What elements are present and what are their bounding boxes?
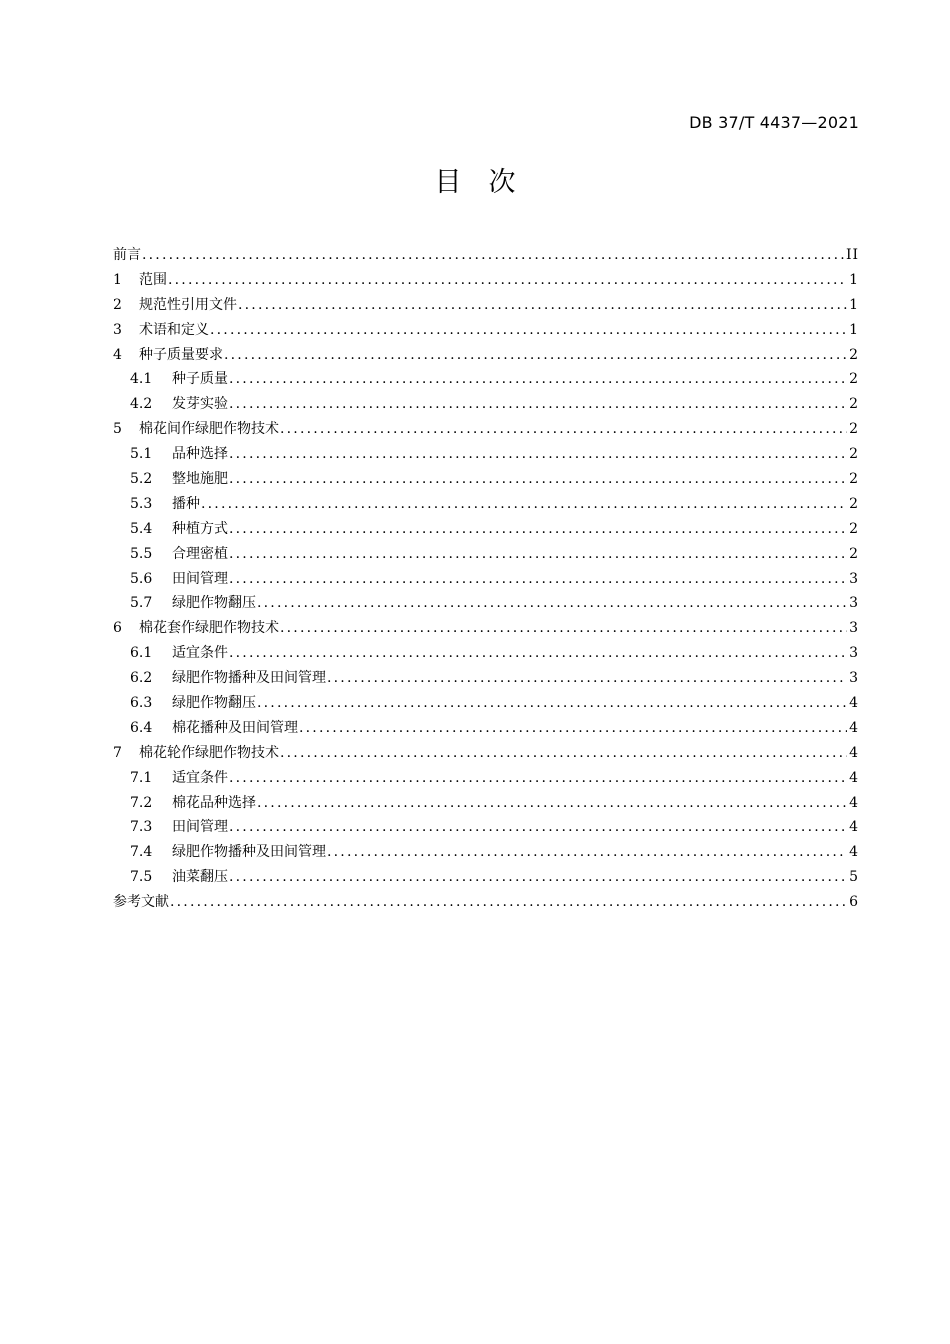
toc-dot-leader [229,517,847,542]
table-of-contents [113,243,859,915]
toc-dot-leader [257,691,847,716]
toc-entry[interactable] [113,766,859,791]
toc-dot-leader [280,616,847,641]
toc-entry-title: 绿肥作物播种及田间管理 [172,670,326,687]
toc-dot-leader [299,716,847,741]
toc-entry-title: 前言 [113,247,141,263]
toc-entry-number: 6.4 [130,719,153,736]
toc-entry[interactable] [113,392,859,417]
toc-entry-title: 种植方式 [172,520,228,537]
toc-entry[interactable] [113,890,859,915]
toc-entry-page: 4 [849,844,859,861]
toc-dot-leader [201,492,847,517]
toc-entry-page: 2 [849,545,859,562]
toc-entry-page: 2 [849,495,859,512]
toc-entry[interactable] [113,542,859,567]
toc-entry-title: 播种 [172,495,200,512]
toc-entry-title: 棉花播种及田间管理 [172,719,298,736]
toc-entry-title: 种子质量要求 [139,346,223,363]
toc-entry-number: 7.1 [130,769,153,786]
toc-entry-page: 4 [849,819,859,836]
toc-dot-leader [210,318,847,343]
toc-entry-page: 2 [849,396,859,413]
toc-entry[interactable] [113,591,859,616]
toc-entry-number: 5.4 [130,520,153,537]
toc-title: 目 次 [434,167,516,198]
toc-entry-page: 4 [849,769,859,786]
toc-entry-title: 规范性引用文件 [139,296,237,313]
toc-dot-leader [229,392,847,417]
document-code: DB 37/T 4437—2021 [689,113,859,132]
toc-entry[interactable] [113,616,859,641]
toc-entry-page: 4 [849,695,859,712]
toc-entry-page: 1 [849,271,859,288]
toc-entry-title: 范围 [139,271,167,288]
toc-entry[interactable] [113,791,859,816]
toc-entry-number: 7 [113,744,122,761]
toc-dot-leader [280,741,847,766]
toc-entry-page: 2 [849,421,859,438]
toc-entry[interactable] [113,442,859,467]
toc-entry-number: 1 [113,271,122,288]
toc-dot-leader [224,343,847,368]
toc-entry-title: 整地施肥 [172,471,228,488]
toc-entry-number: 5.3 [130,495,153,512]
toc-entry[interactable] [113,243,859,268]
toc-entry-number: 4 [113,346,122,363]
toc-entry-number: 6.1 [130,645,153,662]
toc-entry-page: 2 [849,346,859,363]
toc-entry-page: 2 [849,446,859,463]
toc-entry-number: 6.3 [130,695,153,712]
toc-entry-title: 参考文献 [113,894,169,911]
toc-entry-number: 6 [113,620,122,637]
toc-entry-number: 4.2 [130,396,153,413]
toc-dot-leader [238,293,847,318]
toc-dot-leader [229,766,847,791]
toc-entry[interactable] [113,691,859,716]
toc-dot-leader [229,542,847,567]
toc-entry[interactable] [113,417,859,442]
toc-entry-number: 7.2 [130,794,153,811]
toc-entry-number: 5.7 [130,595,153,612]
toc-entry[interactable] [113,716,859,741]
toc-entry-page: 2 [849,371,859,388]
toc-entry-number: 5.2 [130,471,153,488]
toc-entry-number: 2 [113,296,122,313]
toc-entry-title: 绿肥作物翻压 [172,695,256,712]
toc-dot-leader [142,243,844,268]
toc-entry-title: 品种选择 [172,446,228,463]
toc-entry-number: 3 [113,321,122,338]
toc-entry-page: II [845,247,859,263]
toc-dot-leader [229,865,847,890]
toc-dot-leader [229,367,847,392]
toc-entry[interactable] [113,517,859,542]
toc-entry[interactable] [113,318,859,343]
toc-entry-title: 油菜翻压 [172,869,228,886]
toc-entry[interactable] [113,492,859,517]
toc-entry[interactable] [113,367,859,392]
toc-dot-leader [257,791,847,816]
toc-entry-number: 5.5 [130,545,153,562]
toc-dot-leader [168,268,847,293]
toc-entry-title: 合理密植 [172,545,228,562]
toc-entry-title: 棉花品种选择 [172,794,256,811]
toc-entry-title: 绿肥作物播种及田间管理 [172,844,326,861]
toc-entry[interactable] [113,666,859,691]
toc-entry-page: 1 [849,321,859,338]
toc-entry-title: 棉花轮作绿肥作物技术 [139,744,279,761]
toc-entry[interactable] [113,840,859,865]
toc-entry-page: 5 [849,869,859,886]
toc-entry-title: 发芽实验 [172,396,228,413]
toc-entry-page: 3 [849,670,859,687]
toc-entry[interactable] [113,268,859,293]
toc-entry-number: 7.5 [130,869,153,886]
toc-entry-page: 4 [849,744,859,761]
toc-entry-number: 4.1 [130,371,153,388]
toc-entry[interactable] [113,641,859,666]
toc-entry-page: 3 [849,645,859,662]
toc-dot-leader [229,815,847,840]
toc-dot-leader [229,467,847,492]
toc-dot-leader [170,890,847,915]
toc-entry[interactable] [113,815,859,840]
toc-dot-leader [229,641,847,666]
toc-dot-leader [327,666,847,691]
toc-entry-title: 适宜条件 [172,769,228,786]
toc-entry[interactable] [113,567,859,592]
toc-dot-leader [327,840,847,865]
toc-entry-page: 2 [849,471,859,488]
toc-dot-leader [257,591,847,616]
toc-entry-title: 棉花套作绿肥作物技术 [139,620,279,637]
toc-entry[interactable] [113,741,859,766]
toc-entry-number: 5.1 [130,446,153,463]
toc-entry-page: 3 [849,595,859,612]
toc-entry-title: 种子质量 [172,371,228,388]
toc-entry[interactable] [113,865,859,890]
toc-entry-number: 6.2 [130,670,153,687]
toc-entry-title: 术语和定义 [139,321,209,338]
toc-entry-page: 4 [849,719,859,736]
toc-entry[interactable] [113,343,859,368]
toc-entry[interactable] [113,467,859,492]
toc-entry-page: 2 [849,520,859,537]
toc-entry-page: 1 [849,296,859,313]
toc-entry-title: 田间管理 [172,570,228,587]
toc-entry-title: 棉花间作绿肥作物技术 [139,421,279,438]
toc-dot-leader [229,442,847,467]
toc-entry-page: 3 [849,570,859,587]
toc-dot-leader [229,567,847,592]
toc-entry-page: 3 [849,620,859,637]
toc-entry[interactable] [113,293,859,318]
toc-entry-page: 6 [849,894,859,911]
toc-entry-number: 5 [113,421,122,438]
toc-entry-title: 适宜条件 [172,645,228,662]
toc-entry-number: 5.6 [130,570,153,587]
toc-entry-page: 4 [849,794,859,811]
toc-entry-title: 田间管理 [172,819,228,836]
toc-entry-number: 7.4 [130,844,153,861]
toc-entry-number: 7.3 [130,819,153,836]
toc-entry-title: 绿肥作物翻压 [172,595,256,612]
toc-dot-leader [280,417,847,442]
